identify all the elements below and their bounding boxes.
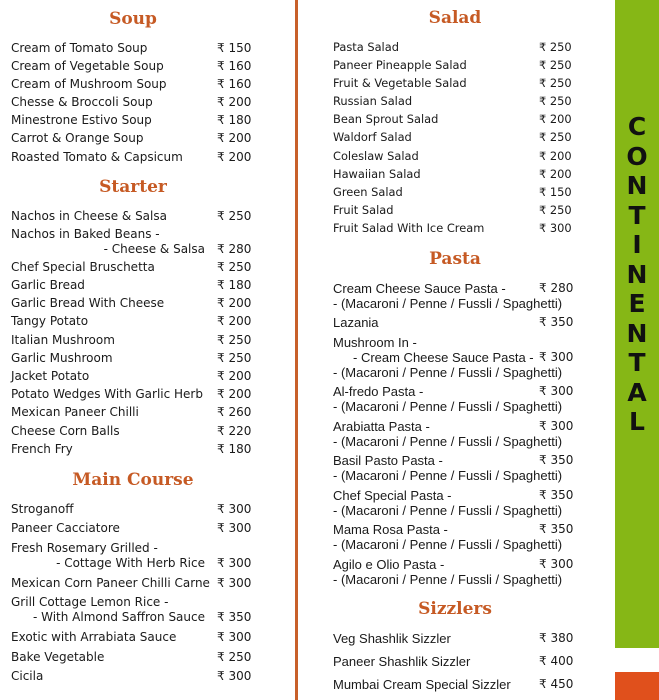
menu-item <box>333 130 577 145</box>
item-name: Russian Salad <box>333 94 413 109</box>
banner-letter: I <box>632 230 642 259</box>
menu-item-line <box>11 296 255 311</box>
item-price: ₹ 160 <box>217 76 252 91</box>
item-name: Mexican Paneer Chilli <box>11 405 139 420</box>
item-price: ₹ 300 <box>539 384 574 398</box>
menu-item-line <box>11 59 255 74</box>
item-name: Agilo e Olio Pasta - <box>333 556 445 572</box>
menu-item <box>11 424 255 439</box>
item-price: ₹ 300 <box>217 669 252 684</box>
item-price: ₹ 300 <box>539 349 574 364</box>
item-price: ₹ 200 <box>539 148 572 163</box>
item-price: ₹ 350 <box>217 610 252 625</box>
item-price: ₹ 200 <box>217 314 252 329</box>
menu-item-line <box>333 281 577 296</box>
menu-item <box>11 150 255 165</box>
item-name: Green Salad <box>333 185 403 199</box>
menu-item <box>333 185 577 200</box>
banner-letter: T <box>628 348 646 377</box>
section-salad <box>333 6 577 236</box>
menu-item <box>333 315 577 330</box>
item-price: ₹ 200 <box>217 296 252 311</box>
menu-item-line <box>333 58 577 73</box>
menu-item <box>333 522 577 552</box>
section-main <box>11 468 255 684</box>
item-name: Garlic Mushroom <box>11 350 113 365</box>
menu-item <box>11 131 255 146</box>
menu-item-line <box>11 209 255 224</box>
menu-item-line <box>11 77 255 92</box>
item-name: Cream of Mushroom Soup <box>11 76 167 91</box>
menu-item <box>333 419 577 449</box>
menu-item <box>11 387 255 402</box>
menu-item <box>11 260 255 275</box>
banner-letter: C <box>627 112 647 141</box>
item-price: ₹ 260 <box>217 405 252 420</box>
item-name: Cream of Vegetable Soup <box>11 58 164 73</box>
menu-item <box>333 112 577 127</box>
menu-item-line <box>333 677 577 692</box>
menu-item <box>11 576 255 591</box>
item-price: ₹ 160 <box>217 58 252 73</box>
section-sizzlers <box>333 597 577 692</box>
section-title: Pasta <box>429 249 481 269</box>
menu-item <box>11 541 255 571</box>
item-name: Jacket Potato <box>11 369 90 383</box>
item-price: ₹ 200 <box>217 369 252 383</box>
menu-item-line <box>333 419 577 434</box>
banner-letter: N <box>626 171 648 200</box>
menu-item-line <box>333 572 577 587</box>
menu-item-line <box>333 654 577 669</box>
item-name: Coleslaw Salad <box>333 148 419 163</box>
menu-item-line <box>333 434 577 449</box>
menu-item <box>11 209 255 224</box>
item-name: Chesse & Broccoli Soup <box>11 95 153 110</box>
menu-item-line <box>11 260 255 275</box>
menu-item <box>11 227 255 257</box>
menu-item-line <box>333 557 577 572</box>
menu-item <box>11 113 255 128</box>
banner-text <box>615 112 659 437</box>
menu-item <box>11 333 255 348</box>
menu-item-line <box>333 335 577 350</box>
item-name: Al-fredo Pasta - <box>333 384 424 399</box>
item-price: ₹ 200 <box>217 95 252 110</box>
menu-item-line <box>11 227 255 242</box>
menu-item <box>333 94 577 109</box>
menu-item-line <box>11 502 255 517</box>
item-name: Exotic with Arrabiata Sauce <box>11 629 177 644</box>
item-name: Stroganoff <box>11 501 74 516</box>
banner-letter: E <box>628 289 646 318</box>
menu-item <box>333 167 577 182</box>
menu-item <box>11 314 255 329</box>
item-detail: - (Macaroni / Penne / Fussli / Spaghetti) <box>333 364 563 380</box>
item-name: Pasta Salad <box>333 39 399 54</box>
menu-item <box>333 631 577 646</box>
menu-item-line <box>11 595 255 610</box>
item-price: ₹ 300 <box>217 629 252 644</box>
menu-item-line <box>333 167 577 182</box>
item-price: ₹ 200 <box>539 112 572 127</box>
item-price: ₹ 200 <box>539 166 572 181</box>
item-name: Chef Special Pasta - <box>333 487 452 503</box>
menu-item-line <box>11 556 255 571</box>
menu-item-line <box>333 522 577 537</box>
menu-item-line <box>11 150 255 165</box>
section-starter <box>11 175 255 457</box>
menu-item-line <box>333 488 577 503</box>
banner-letter: L <box>629 407 645 436</box>
menu-item <box>11 369 255 384</box>
banner-letter: N <box>626 259 648 289</box>
item-price: ₹ 350 <box>539 522 574 536</box>
item-price: ₹ 300 <box>217 555 252 570</box>
item-detail: - Cream Cheese Sauce Pasta - <box>353 349 534 365</box>
menu-item-line <box>333 130 577 145</box>
menu-item-line <box>333 40 577 55</box>
item-price: ₹ 350 <box>539 487 574 502</box>
menu-item-line <box>11 576 255 591</box>
menu-item <box>333 58 577 73</box>
menu-item-line <box>333 112 577 127</box>
menu-items <box>11 502 255 685</box>
menu-item <box>11 41 255 56</box>
item-name: Mumbai Cream Special Sizzler <box>333 676 511 692</box>
menu-item-line <box>333 631 577 646</box>
menu-item-line <box>11 351 255 366</box>
item-price: ₹ 200 <box>217 131 252 146</box>
banner-letter: T <box>628 200 646 230</box>
item-price: ₹ 250 <box>539 203 572 218</box>
item-price: ₹ 180 <box>217 441 252 456</box>
menu-items <box>11 209 255 457</box>
menu-item <box>333 384 577 414</box>
menu-items <box>333 631 577 692</box>
item-price: ₹ 380 <box>539 630 574 645</box>
item-name: Garlic Bread <box>11 278 85 293</box>
menu-item-line <box>333 350 577 365</box>
item-detail: - With Almond Saffron Sauce <box>32 610 205 625</box>
menu-item <box>333 221 577 236</box>
item-name: Paneer Shashlik Sizzler <box>333 653 471 669</box>
item-detail: - Cheese & Salsa <box>103 241 205 256</box>
item-name: Arabiatta Pasta - <box>333 418 430 434</box>
menu-item <box>11 405 255 420</box>
menu-item <box>11 502 255 517</box>
item-price: ₹ 280 <box>217 241 252 256</box>
item-price: ₹ 250 <box>539 94 572 109</box>
menu-item-line <box>11 610 255 625</box>
menu-items <box>333 281 577 587</box>
item-name: Cream Cheese Sauce Pasta - <box>333 280 506 296</box>
item-detail: - (Macaroni / Penne / Fussli / Spaghetti) <box>333 399 563 414</box>
item-price: ₹ 150 <box>539 185 572 199</box>
item-price: ₹ 220 <box>217 423 252 438</box>
continental-banner <box>615 0 659 648</box>
menu-item-line <box>333 76 577 91</box>
menu-item <box>11 521 255 536</box>
item-name: Minestrone Estivo Soup <box>11 113 152 128</box>
item-detail: - Cottage With Herb Rice <box>56 555 205 570</box>
menu-item <box>11 77 255 92</box>
menu-item-line <box>333 185 577 200</box>
menu-item-line <box>333 453 577 468</box>
menu-item <box>333 488 577 518</box>
menu-item <box>11 442 255 457</box>
menu-item-line <box>11 95 255 110</box>
menu-item-line <box>333 399 577 414</box>
item-name: Cicila <box>11 669 44 684</box>
menu-item-line <box>11 442 255 457</box>
menu-item <box>11 630 255 645</box>
menu-item-line <box>333 384 577 399</box>
menu-item <box>11 59 255 74</box>
item-name: Tangy Potato <box>11 314 89 329</box>
item-price: ₹ 250 <box>217 208 252 223</box>
item-price: ₹ 300 <box>217 575 252 590</box>
item-price: ₹ 180 <box>217 278 252 293</box>
item-name: Fresh Rosemary Grilled - <box>11 540 158 555</box>
accent-block <box>615 672 659 700</box>
menu-item-line <box>333 296 577 311</box>
section-title: Starter <box>99 177 167 197</box>
menu-item-line <box>333 503 577 518</box>
item-detail: - (Macaroni / Penne / Fussli / Spaghetti) <box>333 502 563 518</box>
item-price: ₹ 180 <box>217 113 252 128</box>
menu-item-line <box>11 541 255 556</box>
item-detail: - (Macaroni / Penne / Fussli / Spaghetti) <box>333 571 563 587</box>
item-price: ₹ 200 <box>217 387 252 402</box>
menu-item-line <box>333 221 577 236</box>
item-name: Fruit Salad <box>333 203 394 218</box>
banner-letter: A <box>627 377 647 407</box>
menu-item-line <box>333 315 577 330</box>
menu-item <box>11 95 255 110</box>
section-soup <box>11 7 255 165</box>
item-name: Paneer Cacciatore <box>11 521 120 536</box>
item-price: ₹ 300 <box>539 556 574 571</box>
menu-item-line <box>11 314 255 329</box>
item-name: Cheese Corn Balls <box>11 423 120 438</box>
menu-item <box>11 595 255 625</box>
menu-item <box>11 351 255 366</box>
menu-item <box>333 40 577 55</box>
item-price: ₹ 300 <box>217 501 252 516</box>
menu-item <box>11 296 255 311</box>
menu-item <box>333 76 577 91</box>
column-divider <box>295 0 298 700</box>
item-name: Bean Sprout Salad <box>333 112 439 127</box>
menu-item-line <box>11 630 255 645</box>
menu-item <box>333 335 577 380</box>
menu-item-line <box>11 650 255 665</box>
item-name: Bake Vegetable <box>11 649 105 664</box>
item-name: Veg Shashlik Sizzler <box>333 630 451 646</box>
menu-item <box>333 654 577 669</box>
menu-item-line <box>11 669 255 684</box>
item-name: Nachos in Cheese & Salsa <box>11 208 167 223</box>
item-detail: - (Macaroni / Penne / Fussli / Spaghetti) <box>333 433 563 449</box>
item-name: Waldorf Salad <box>333 130 412 145</box>
menu-items <box>333 40 577 237</box>
menu-item <box>333 203 577 218</box>
item-name: Hawaiian Salad <box>333 166 421 181</box>
item-name: Italian Mushroom <box>11 332 115 347</box>
menu-item-line <box>11 405 255 420</box>
menu-item <box>333 149 577 164</box>
item-price: ₹ 280 <box>539 280 574 295</box>
item-name: Mushroom In - <box>333 334 417 350</box>
menu-item-line <box>11 131 255 146</box>
item-name: French Fry <box>11 441 73 456</box>
item-price: ₹ 250 <box>217 259 252 274</box>
menu-item-line <box>333 468 577 483</box>
item-price: ₹ 350 <box>539 315 574 329</box>
menu-item <box>333 453 577 483</box>
item-name: Basil Pasto Pasta - <box>333 453 443 468</box>
item-price: ₹ 300 <box>539 418 574 433</box>
menu-item-line <box>333 365 577 380</box>
menu-items <box>11 41 255 165</box>
item-name: Paneer Pineapple Salad <box>333 57 467 72</box>
menu-item-line <box>11 242 255 257</box>
section-title: Salad <box>428 8 482 28</box>
menu-item-line <box>333 94 577 109</box>
section-title: Main Course <box>72 470 194 490</box>
item-detail: - (Macaroni / Penne / Fussli / Spaghetti) <box>333 295 563 311</box>
menu-item <box>11 650 255 665</box>
section-pasta <box>333 247 577 587</box>
item-price: ₹ 350 <box>539 453 574 467</box>
item-name: Lazania <box>333 315 379 330</box>
menu-item-line <box>11 387 255 402</box>
item-price: ₹ 250 <box>539 130 572 145</box>
item-name: Carrot & Orange Soup <box>11 131 144 146</box>
item-name: Potato Wedges With Garlic Herb <box>11 387 203 402</box>
menu-item-line <box>333 203 577 218</box>
item-detail: - (Macaroni / Penne / Fussli / Spaghetti) <box>333 537 563 552</box>
menu-item-line <box>11 333 255 348</box>
menu-item-line <box>11 521 255 536</box>
banner-letter: O <box>626 141 648 171</box>
item-price: ₹ 250 <box>217 350 252 365</box>
section-title: Soup <box>109 9 157 29</box>
menu-item-line <box>11 278 255 293</box>
item-price: ₹ 250 <box>539 39 572 54</box>
menu-item-line <box>11 41 255 56</box>
item-price: ₹ 150 <box>217 40 252 55</box>
item-name: Fruit & Vegetable Salad <box>333 75 467 90</box>
item-price: ₹ 400 <box>539 653 574 668</box>
menu-item <box>333 557 577 587</box>
item-price: ₹ 250 <box>539 75 572 90</box>
banner-letter: N <box>626 318 648 348</box>
menu-item <box>333 281 577 311</box>
item-price: ₹ 250 <box>217 649 252 664</box>
item-name: Grill Cottage Lemon Rice - <box>11 595 169 610</box>
item-name: Fruit Salad With Ice Cream <box>333 221 485 236</box>
item-name: Cream of Tomato Soup <box>11 40 148 55</box>
item-price: ₹ 250 <box>539 57 572 72</box>
menu-item-line <box>11 113 255 128</box>
menu-item-line <box>333 537 577 552</box>
item-name: Mama Rosa Pasta - <box>333 522 448 537</box>
menu-item-line <box>333 149 577 164</box>
item-price: ₹ 200 <box>217 149 252 164</box>
item-price: ₹ 300 <box>217 521 252 536</box>
item-price: ₹ 450 <box>539 676 574 691</box>
menu-item-line <box>11 424 255 439</box>
section-title: Sizzlers <box>418 599 492 619</box>
menu-item <box>11 278 255 293</box>
menu-item <box>333 677 577 692</box>
item-name: Nachos in Baked Beans - <box>11 226 160 241</box>
menu-item <box>11 669 255 684</box>
item-name: Roasted Tomato & Capsicum <box>11 149 183 164</box>
item-price: ₹ 300 <box>539 221 572 236</box>
item-name: Chef Special Bruschetta <box>11 259 155 274</box>
item-detail: - (Macaroni / Penne / Fussli / Spaghetti) <box>333 468 563 483</box>
item-price: ₹ 250 <box>217 332 252 347</box>
menu-item-line <box>11 369 255 384</box>
item-name: Mexican Corn Paneer Chilli Carne <box>11 575 210 590</box>
item-name: Garlic Bread With Cheese <box>11 296 165 311</box>
